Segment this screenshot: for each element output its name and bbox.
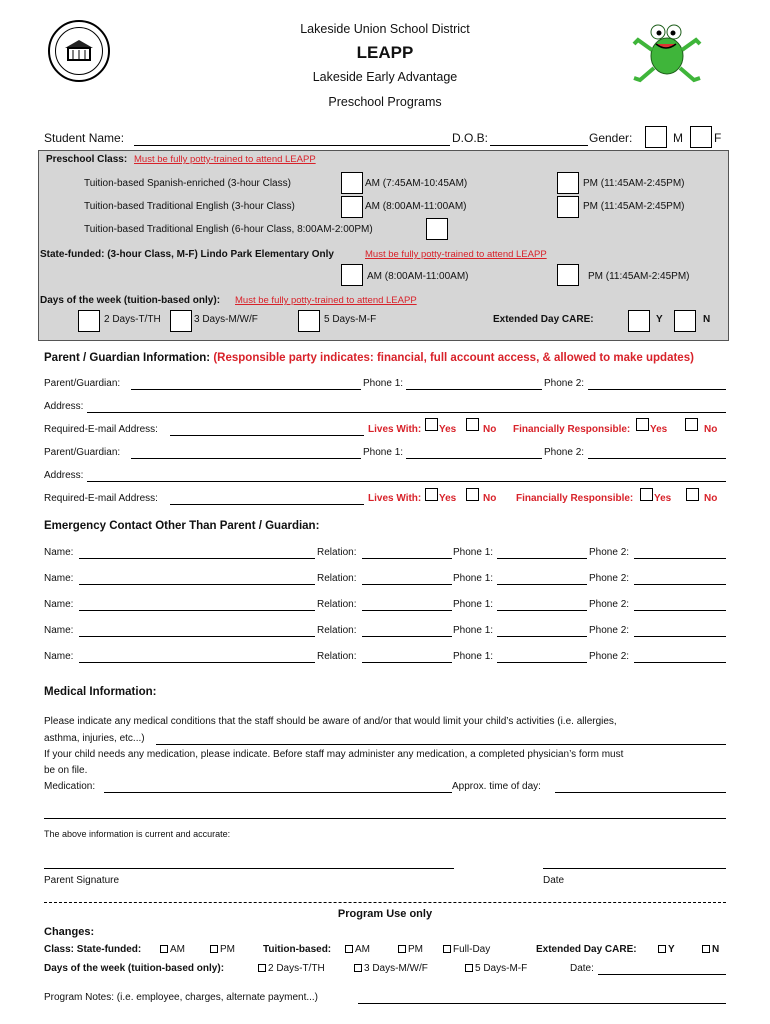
parent2-email-field[interactable] bbox=[170, 504, 364, 505]
emergency-name-field[interactable] bbox=[79, 610, 315, 611]
emergency-phone1-label: Phone 1: bbox=[453, 573, 494, 584]
emergency-name-label: Name: bbox=[44, 625, 74, 636]
parent2-fin-label: Financially Responsible: bbox=[516, 493, 634, 504]
parent1-address-field[interactable] bbox=[87, 412, 726, 413]
emergency-relation-label: Relation: bbox=[317, 651, 357, 662]
parent1-address-label: Address: bbox=[44, 401, 84, 412]
emergency-name-label: Name: bbox=[44, 573, 74, 584]
office-ext-label: Extended Day CARE: bbox=[536, 944, 637, 955]
six-hour-checkbox[interactable] bbox=[426, 218, 448, 240]
parent2-phone1-field[interactable] bbox=[406, 458, 542, 459]
gender-f-label: F bbox=[714, 131, 722, 145]
parent1-label: Parent/Guardian: bbox=[44, 378, 121, 389]
emergency-relation-label: Relation: bbox=[317, 547, 357, 558]
program-use-title: Program Use only bbox=[337, 908, 433, 920]
parent1-fin-no-label: No bbox=[704, 424, 718, 435]
parent1-lives-yes-checkbox[interactable] bbox=[425, 418, 438, 431]
parent1-phone1-field[interactable] bbox=[406, 389, 542, 390]
days-3-label: 3 Days-M/W/F bbox=[194, 314, 258, 325]
emergency-name-field[interactable] bbox=[79, 662, 315, 663]
spanish-am-label: AM (7:45AM-10:45AM) bbox=[365, 178, 468, 189]
emergency-relation-label: Relation: bbox=[317, 625, 357, 636]
office-full-day[interactable]: Full-Day bbox=[443, 944, 490, 955]
parent2-lives-no-checkbox[interactable] bbox=[466, 488, 479, 501]
office-days-label: Days of the week (tuition-based only): bbox=[44, 963, 225, 974]
emergency-relation-field[interactable] bbox=[362, 636, 452, 637]
traditional-class-label: Tuition-based Traditional English (3-hour Class) bbox=[84, 201, 295, 212]
emergency-phone2-field[interactable] bbox=[634, 584, 726, 585]
parent1-lives-no-label: No bbox=[483, 424, 497, 435]
emergency-phone2-field[interactable] bbox=[634, 610, 726, 611]
emergency-relation-label: Relation: bbox=[317, 599, 357, 610]
office-days-5[interactable]: 5 Days-M-F bbox=[465, 963, 527, 974]
days-label: Days of the week (tuition-based only): bbox=[40, 295, 221, 306]
emergency-phone1-label: Phone 1: bbox=[453, 651, 494, 662]
student-name-field[interactable] bbox=[134, 145, 450, 146]
program-subtitle-2: Preschool Programs bbox=[328, 95, 442, 109]
days-2-label: 2 Days-T/TH bbox=[104, 314, 161, 325]
parent2-lives-yes-label: Yes bbox=[439, 493, 457, 504]
days-3-checkbox[interactable] bbox=[170, 310, 192, 332]
extended-care-label: Extended Day CARE: bbox=[493, 314, 594, 325]
emergency-name-field[interactable] bbox=[79, 636, 315, 637]
emergency-relation-field[interactable] bbox=[362, 558, 452, 559]
parent1-lives-no-checkbox[interactable] bbox=[466, 418, 479, 431]
extended-n-label: N bbox=[703, 314, 711, 325]
emergency-phone1-label: Phone 1: bbox=[453, 625, 494, 636]
spanish-am-checkbox[interactable] bbox=[341, 172, 363, 194]
emergency-phone1-field[interactable] bbox=[497, 610, 587, 611]
medical-conditions-field[interactable] bbox=[156, 744, 726, 745]
parent1-phone2-label: Phone 2: bbox=[544, 378, 585, 389]
traditional-pm-checkbox[interactable] bbox=[557, 196, 579, 218]
emergency-phone1-field[interactable] bbox=[497, 584, 587, 585]
time-of-day-field[interactable] bbox=[555, 792, 726, 793]
parent2-fin-no-checkbox[interactable] bbox=[686, 488, 699, 501]
extended-y-label: Y bbox=[656, 314, 663, 325]
student-name-label: Student Name: bbox=[44, 131, 125, 145]
parent2-phone2-field[interactable] bbox=[588, 458, 726, 459]
program-notes-label: Program Notes: (i.e. employee, charges, alternate payment...) bbox=[44, 992, 319, 1003]
emergency-name-label: Name: bbox=[44, 547, 74, 558]
parent2-lives-label: Lives With: bbox=[368, 493, 422, 504]
spanish-class-label: Tuition-based Spanish-enriched (3-hour Class) bbox=[84, 178, 291, 189]
spanish-pm-label: PM (11:45AM-2:45PM) bbox=[583, 178, 685, 189]
emergency-phone2-label: Phone 2: bbox=[589, 599, 630, 610]
traditional-am-checkbox[interactable] bbox=[341, 196, 363, 218]
district-name: Lakeside Union School District bbox=[300, 22, 470, 36]
emergency-phone1-label: Phone 1: bbox=[453, 547, 494, 558]
office-tuition-label: Tuition-based: bbox=[263, 944, 332, 955]
parent2-lives-yes-checkbox[interactable] bbox=[425, 488, 438, 501]
parent1-lives-label: Lives With: bbox=[368, 424, 422, 435]
program-subtitle-1: Lakeside Early Advantage bbox=[312, 70, 458, 84]
signature-label: Parent Signature bbox=[44, 875, 120, 886]
program-title: LEAPP bbox=[356, 43, 414, 62]
changes-label: Changes: bbox=[44, 926, 95, 938]
office-tuition-pm[interactable]: PM bbox=[398, 944, 423, 955]
current-info-statement: The above information is current and accurate: bbox=[44, 829, 231, 839]
emergency-phone2-label: Phone 2: bbox=[589, 651, 630, 662]
emergency-relation-field[interactable] bbox=[362, 584, 452, 585]
parent2-phone2-label: Phone 2: bbox=[544, 447, 585, 458]
days-5-label: 5 Days-M-F bbox=[324, 314, 377, 325]
parent1-email-field[interactable] bbox=[170, 435, 364, 436]
parent1-fin-yes-label: Yes bbox=[650, 424, 668, 435]
traditional-am-label: AM (8:00AM-11:00AM) bbox=[365, 201, 467, 212]
emergency-title: Emergency Contact Other Than Parent / Guardian: bbox=[44, 520, 320, 532]
parent2-email-label: Required-E-mail Address: bbox=[44, 493, 158, 504]
medical-text-3: If your child needs any medication, please indicate. Before staff may administer any medication, a completed physician’s form must bbox=[44, 749, 624, 760]
gender-f-checkbox[interactable] bbox=[690, 126, 712, 148]
parent2-address-field[interactable] bbox=[87, 481, 726, 482]
medical-title: Medical Information: bbox=[44, 686, 157, 698]
parent2-lives-no-label: No bbox=[483, 493, 497, 504]
emergency-phone1-field[interactable] bbox=[497, 636, 587, 637]
extended-n-checkbox[interactable] bbox=[674, 310, 696, 332]
emergency-name-label: Name: bbox=[44, 599, 74, 610]
gender-label: Gender: bbox=[589, 131, 633, 145]
office-days-3[interactable]: 3 Days-M/W/F bbox=[354, 963, 428, 974]
parent1-fin-label: Financially Responsible: bbox=[513, 424, 631, 435]
emergency-phone2-label: Phone 2: bbox=[589, 625, 630, 636]
emergency-phone2-label: Phone 2: bbox=[589, 547, 630, 558]
emergency-phone2-field[interactable] bbox=[634, 636, 726, 637]
parent1-lives-yes-label: Yes bbox=[439, 424, 457, 435]
emergency-phone2-label: Phone 2: bbox=[589, 573, 630, 584]
date-field[interactable] bbox=[543, 868, 726, 869]
parent1-field[interactable] bbox=[131, 389, 361, 390]
gender-m-checkbox[interactable] bbox=[645, 126, 667, 148]
emergency-phone1-label: Phone 1: bbox=[453, 599, 494, 610]
emergency-phone2-field[interactable] bbox=[634, 662, 726, 663]
state-pm-label: PM (11:45AM-2:45PM) bbox=[588, 271, 690, 282]
medical-text-2: asthma, injuries, etc...) bbox=[44, 733, 145, 744]
program-use-divider bbox=[44, 902, 726, 903]
state-potty-note: Must be fully potty-trained to attend LEAPP bbox=[365, 249, 547, 260]
date-label: Date bbox=[543, 875, 565, 886]
emergency-phone1-field[interactable] bbox=[497, 662, 587, 663]
medication-field[interactable] bbox=[104, 792, 452, 793]
potty-note: Must be fully potty-trained to attend LEAPP bbox=[134, 154, 316, 165]
parent1-email-label: Required-E-mail Address: bbox=[44, 424, 158, 435]
parent2-phone1-label: Phone 1: bbox=[363, 447, 404, 458]
emergency-phone1-field[interactable] bbox=[497, 558, 587, 559]
emergency-name-field[interactable] bbox=[79, 584, 315, 585]
emergency-relation-field[interactable] bbox=[362, 662, 452, 663]
signature-field[interactable] bbox=[44, 868, 454, 869]
emergency-phone2-field[interactable] bbox=[634, 558, 726, 559]
time-of-day-label: Approx. time of day: bbox=[452, 781, 541, 792]
office-tuition-am[interactable]: AM bbox=[345, 944, 370, 955]
emergency-relation-field[interactable] bbox=[362, 610, 452, 611]
emergency-relation-label: Relation: bbox=[317, 573, 357, 584]
parent2-fin-no-label: No bbox=[704, 493, 718, 504]
emergency-name-label: Name: bbox=[44, 651, 74, 662]
parent2-fin-yes-checkbox[interactable] bbox=[640, 488, 653, 501]
preschool-class-label: Preschool Class: bbox=[46, 154, 128, 165]
office-date-field[interactable] bbox=[598, 974, 726, 975]
parent2-address-label: Address: bbox=[44, 470, 84, 481]
office-state-pm[interactable]: PM bbox=[210, 944, 235, 955]
state-funded-label: State-funded: (3-hour Class, M-F) Lindo Park Elementary Only bbox=[40, 249, 334, 260]
state-am-label: AM (8:00AM-11:00AM) bbox=[367, 271, 469, 282]
spanish-pm-checkbox[interactable] bbox=[557, 172, 579, 194]
office-class-label: Class: State-funded: bbox=[44, 944, 142, 955]
office-days-2[interactable]: 2 Days-T/TH bbox=[258, 963, 325, 974]
medication-label: Medication: bbox=[44, 781, 96, 792]
parent2-fin-yes-label: Yes bbox=[654, 493, 672, 504]
parent-section-title: Parent / Guardian Information: (Responsible party indicates: financial, full account access, & allowed to make updates) bbox=[44, 352, 694, 364]
gender-m-label: M bbox=[673, 131, 683, 145]
days-potty-note: Must be fully potty-trained to attend LEAPP bbox=[235, 295, 417, 306]
days-5-checkbox[interactable] bbox=[298, 310, 320, 332]
medical-extra-line[interactable] bbox=[44, 818, 726, 819]
parent1-phone1-label: Phone 1: bbox=[363, 378, 404, 389]
frog-mascot-icon bbox=[632, 20, 702, 86]
parent1-fin-no-checkbox[interactable] bbox=[685, 418, 698, 431]
office-ext-y[interactable]: Y bbox=[658, 944, 675, 955]
parent1-fin-yes-checkbox[interactable] bbox=[636, 418, 649, 431]
dob-label: D.O.B: bbox=[452, 131, 489, 145]
medical-text-1: Please indicate any medical conditions that the staff should be aware of and/or that would limit your child’s activities (i.e. allergies, bbox=[44, 716, 617, 727]
office-ext-n[interactable]: N bbox=[702, 944, 719, 955]
emergency-name-field[interactable] bbox=[79, 558, 315, 559]
office-state-am[interactable]: AM bbox=[160, 944, 185, 955]
parent2-field[interactable] bbox=[131, 458, 361, 459]
state-am-checkbox[interactable] bbox=[341, 264, 363, 286]
extended-y-checkbox[interactable] bbox=[628, 310, 650, 332]
state-pm-checkbox[interactable] bbox=[557, 264, 579, 286]
program-notes-field[interactable] bbox=[358, 1003, 726, 1004]
parent1-phone2-field[interactable] bbox=[588, 389, 726, 390]
six-hour-class-label: Tuition-based Traditional English (6-hour Class, 8:00AM-2:00PM) bbox=[84, 224, 373, 235]
traditional-pm-label: PM (11:45AM-2:45PM) bbox=[583, 201, 685, 212]
medical-text-4: be on file. bbox=[44, 765, 88, 776]
parent2-label: Parent/Guardian: bbox=[44, 447, 121, 458]
dob-field[interactable] bbox=[490, 145, 588, 146]
office-date-label: Date: bbox=[570, 963, 594, 974]
days-2-checkbox[interactable] bbox=[78, 310, 100, 332]
